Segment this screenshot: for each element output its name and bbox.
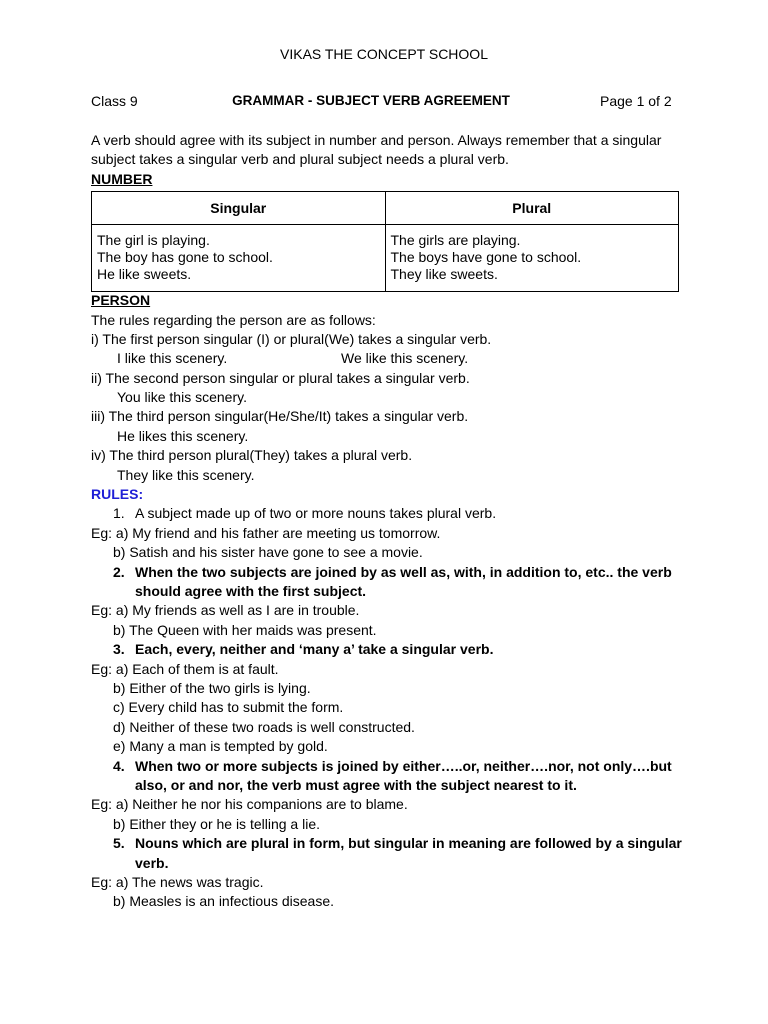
rule-2-continued: should agree with the first subject.: [135, 583, 367, 599]
rule-5: [113, 835, 682, 851]
rule-number: 3.: [113, 641, 125, 657]
rule-2: [113, 564, 672, 580]
intro-line-1: A verb should agree with its subject in number and person. Always remember that a singular: [91, 132, 662, 148]
rule-5-example-a: Eg: a) The news was tragic.: [91, 874, 264, 890]
rule-number: 4.: [113, 758, 125, 774]
class-label: Class 9: [91, 93, 138, 109]
person-rule-1: i) The first person singular (I) or plural(We) takes a singular verb.: [91, 331, 492, 347]
rule-text: When the two subjects are joined by as well as, with, in addition to, etc.. the verb: [135, 564, 672, 580]
plural-column-header: Plural: [385, 192, 679, 225]
number-table-header-row: [92, 192, 679, 225]
plural-examples-cell: [385, 225, 679, 292]
rule-number: 2.: [113, 564, 125, 580]
rule-number: 1.: [113, 505, 125, 521]
rule-3-example-d: d) Neither of these two roads is well constructed.: [113, 719, 415, 735]
page-number: Page 1 of 2: [600, 93, 672, 109]
rule-3-example-c: c) Every child has to submit the form.: [113, 699, 344, 715]
person-rule-1-example-plural: We like this scenery.: [341, 350, 469, 366]
rule-5-example-b: b) Measles is an infectious disease.: [113, 893, 334, 909]
singular-example: The boy has gone to school.: [97, 249, 273, 265]
school-name: VIKAS THE CONCEPT SCHOOL: [280, 46, 488, 62]
number-heading: NUMBER: [91, 171, 153, 187]
number-table-row: [92, 225, 679, 292]
singular-example: He like sweets.: [97, 266, 192, 282]
person-intro: The rules regarding the person are as follows:: [91, 312, 376, 328]
document-title: GRAMMAR - SUBJECT VERB AGREEMENT: [232, 93, 510, 108]
rule-5-continued: verb.: [135, 855, 169, 871]
person-rule-4-example: They like this scenery.: [117, 467, 255, 483]
rule-2-example-b: b) The Queen with her maids was present.: [113, 622, 377, 638]
rule-4-continued: also, or and nor, the verb must agree with the subject nearest to it.: [135, 777, 577, 793]
person-rule-3-example: He likes this scenery.: [117, 428, 249, 444]
intro-line-2: subject takes a singular verb and plural subject needs a plural verb.: [91, 151, 509, 167]
rule-4-example-b: b) Either they or he is telling a lie.: [113, 816, 320, 832]
plural-example: They like sweets.: [390, 266, 498, 282]
person-heading: PERSON: [91, 292, 151, 308]
singular-column-header: Singular: [92, 192, 386, 225]
rule-3: [113, 641, 493, 657]
rule-4: [113, 758, 672, 774]
rules-heading: RULES:: [91, 486, 144, 502]
rule-1: [113, 505, 496, 521]
rule-2-example-a: Eg: a) My friends as well as I are in trouble.: [91, 602, 360, 618]
rule-text: Each, every, neither and ‘many a’ take a singular verb.: [135, 641, 494, 657]
rule-text: A subject made up of two or more nouns takes plural verb.: [135, 505, 497, 521]
plural-example: The boys have gone to school.: [390, 249, 582, 265]
person-rule-3: iii) The third person singular(He/She/It) takes a singular verb.: [91, 408, 469, 424]
rule-1-example-b: b) Satish and his sister have gone to see a movie.: [113, 544, 423, 560]
rule-text: Nouns which are plural in form, but singular in meaning are followed by a singular: [135, 835, 682, 851]
rule-text: When two or more subjects is joined by either…..or, neither….nor, not only….but: [135, 758, 672, 774]
person-rule-4: iv) The third person plural(They) takes a plural verb.: [91, 447, 413, 463]
rule-3-example-e: e) Many a man is tempted by gold.: [113, 738, 328, 754]
number-table: [91, 191, 679, 292]
singular-examples-cell: [92, 225, 386, 292]
rule-number: 5.: [113, 835, 125, 851]
person-rule-2: ii) The second person singular or plural takes a singular verb.: [91, 370, 470, 386]
person-rule-2-example: You like this scenery.: [117, 389, 247, 405]
rule-1-example-a: Eg: a) My friend and his father are meeting us tomorrow.: [91, 525, 441, 541]
person-rule-1-example-singular: I like this scenery.: [117, 350, 228, 366]
rule-4-example-a: Eg: a) Neither he nor his companions are to blame.: [91, 796, 408, 812]
plural-example: The girls are playing.: [390, 232, 521, 248]
rule-3-example-b: b) Either of the two girls is lying.: [113, 680, 311, 696]
rule-3-example-a: Eg: a) Each of them is at fault.: [91, 661, 279, 677]
singular-example: The girl is playing.: [97, 232, 210, 248]
